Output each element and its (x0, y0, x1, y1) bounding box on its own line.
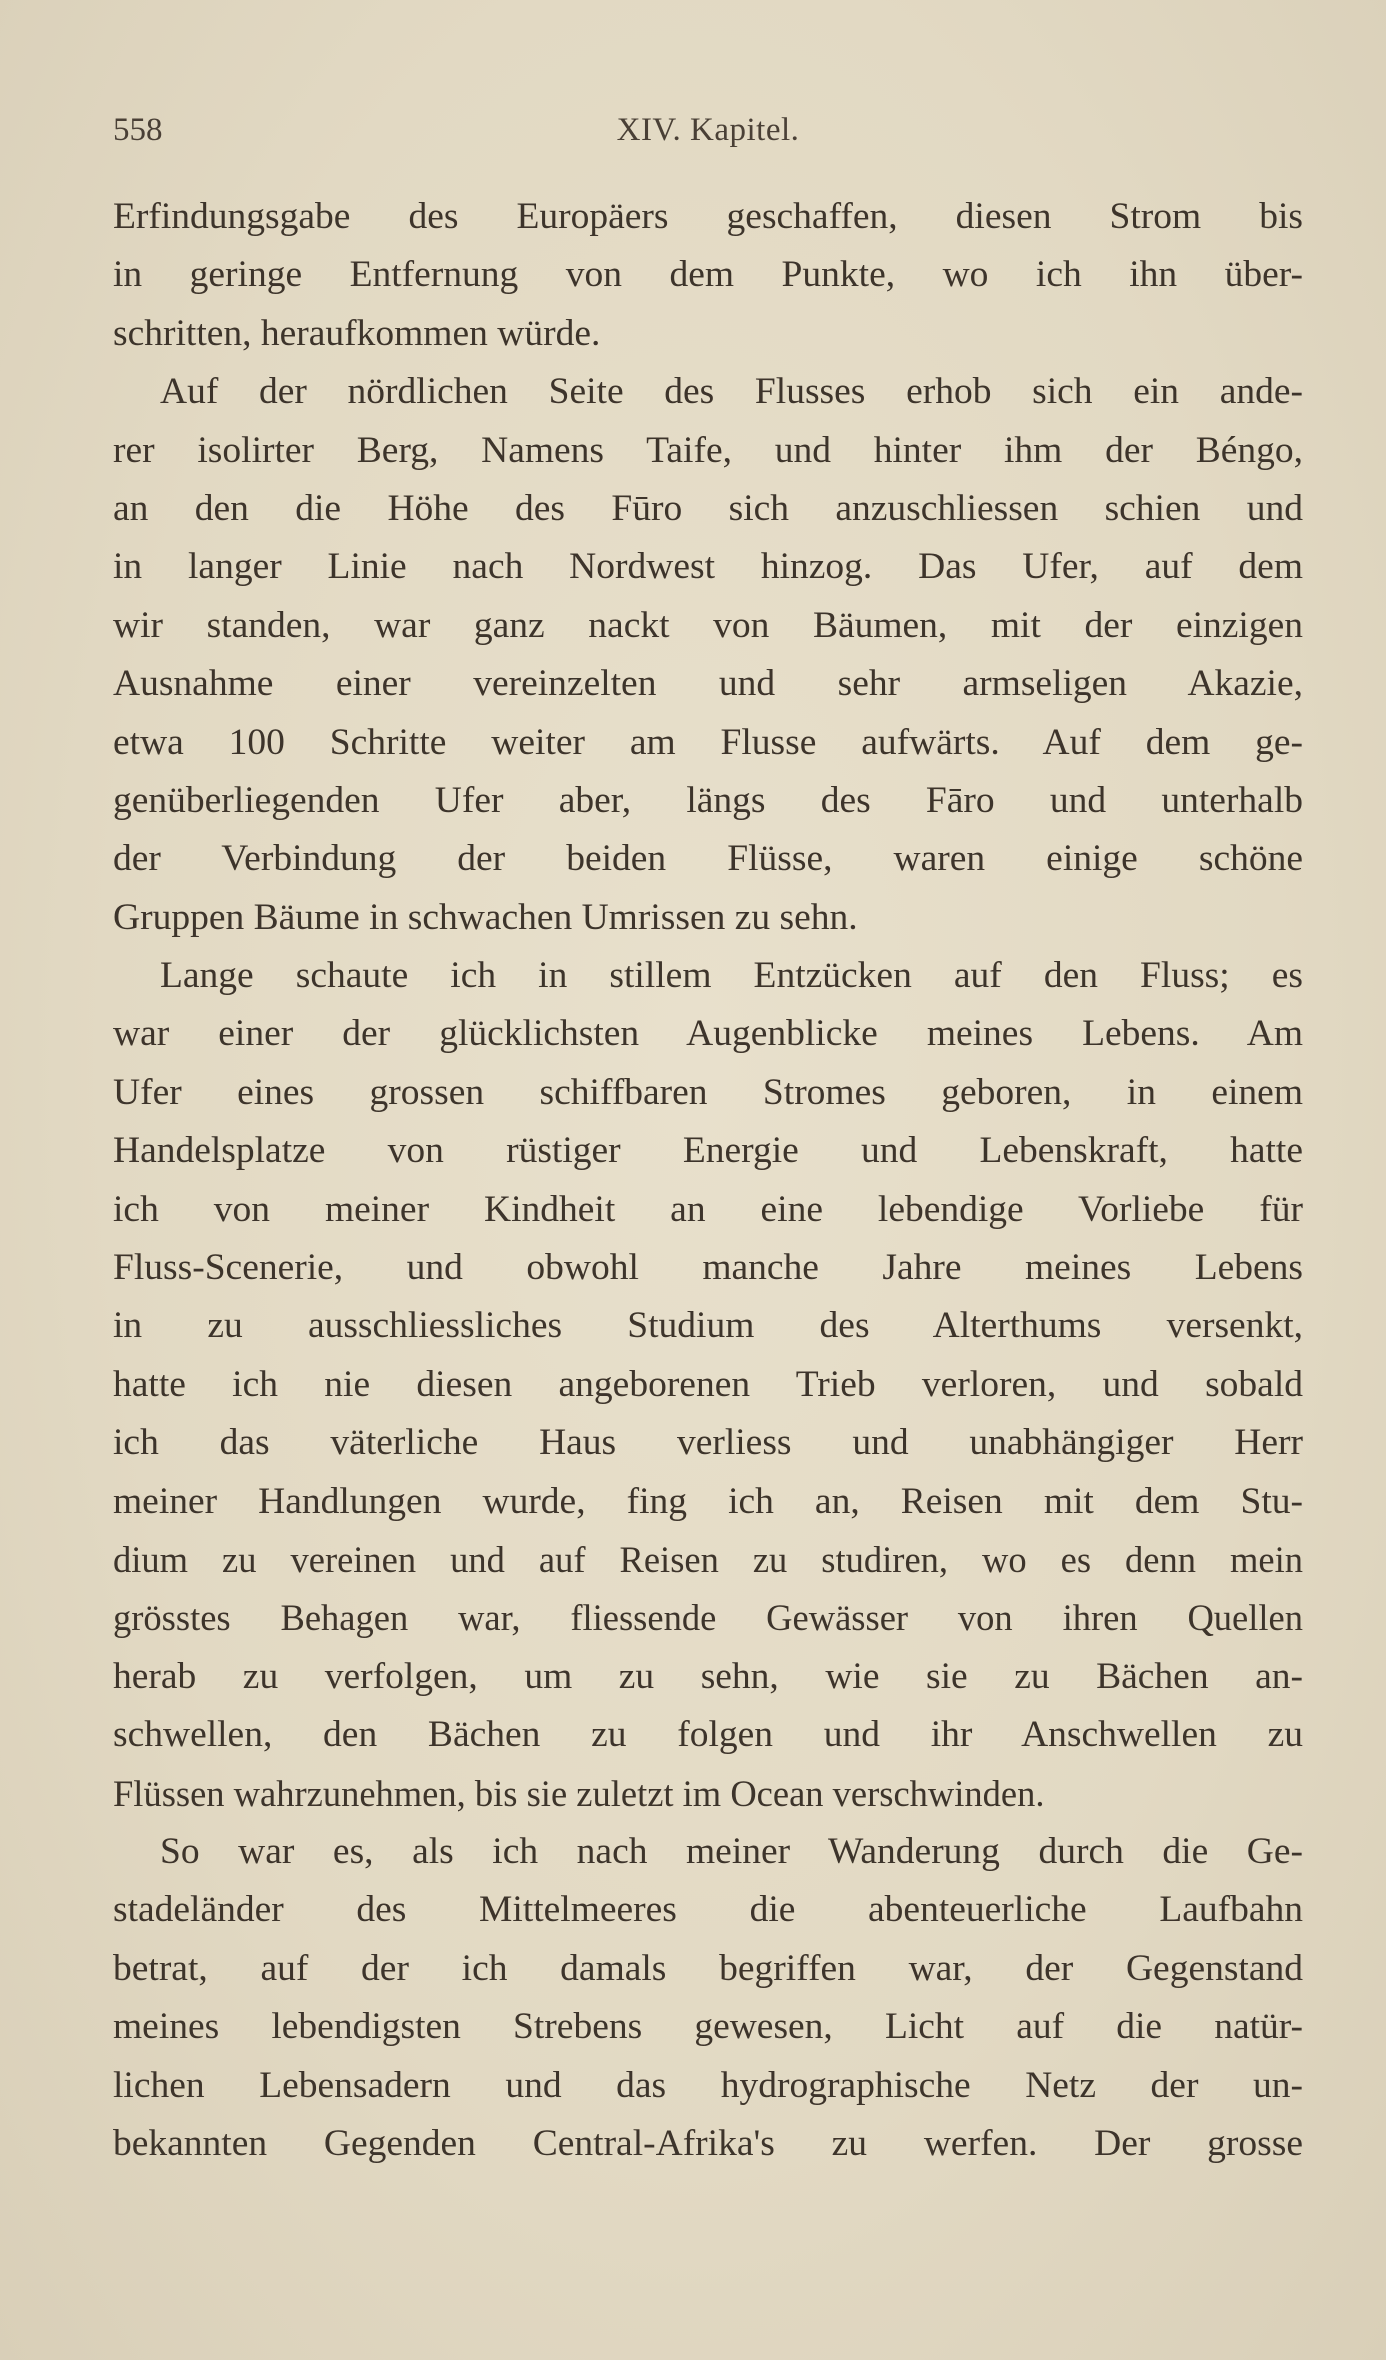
text-line: ich von meiner Kindheit an eine lebendige Vorliebe für (113, 1188, 1303, 1230)
text-line: in zu ausschliessliches Studium des Alterthums versenkt, (113, 1305, 1303, 1347)
text-line: Ufer eines grossen schiffbaren Stromes geboren, in einem (113, 1071, 1303, 1113)
text-line: an den die Höhe des Fūro sich anzuschliessen schien und (113, 487, 1303, 529)
text-line: schwellen, den Bächen zu folgen und ihr Anschwellen zu (113, 1714, 1303, 1756)
text-line: genüberliegenden Ufer aber, längs des Fāro und unterhalb (113, 779, 1303, 821)
text-line: Fluss-Scenerie, und obwohl manche Jahre meines Lebens (113, 1247, 1303, 1289)
text-line: So war es, als ich nach meiner Wanderung durch die Ge- (160, 1830, 1303, 1872)
text-line: dium zu vereinen und auf Reisen zu studiren, wo es denn mein (113, 1538, 1303, 1580)
text-line: wir standen, war ganz nackt von Bäumen, mit der einzigen (113, 604, 1303, 646)
text-line: Erfindungsgabe des Europäers geschaffen, diesen Strom bis (113, 196, 1303, 237)
text-line: meiner Handlungen wurde, fing ich an, Reisen mit dem Stu- (113, 1480, 1303, 1522)
text-line: Handelsplatze von rüstiger Energie und Lebenskraft, hatte (113, 1130, 1303, 1172)
text-line: rer isolirter Berg, Namens Taife, und hinter ihm der Béngo, (113, 429, 1303, 471)
text-line: bekannten Gegenden Central-Afrika's zu werfen. Der grosse (113, 2122, 1303, 2164)
text-line: meines lebendigsten Strebens gewesen, Licht auf die natür- (113, 2006, 1303, 2048)
text-line: betrat, auf der ich damals begriffen war, der Gegenstand (113, 1947, 1303, 1989)
text-line: Ausnahme einer vereinzelten und sehr armseligen Akazie, (113, 663, 1303, 705)
text-line: in geringe Entfernung von dem Punkte, wo ich ihn über- (113, 254, 1303, 296)
text-line: Lange schaute ich in stillem Entzücken auf den Fluss; es (160, 955, 1303, 997)
text-line: war einer der glücklichsten Augenblicke meines Lebens. Am (113, 1013, 1303, 1055)
body-text (113, 188, 1303, 2173)
text-line: herab zu verfolgen, um zu sehn, wie sie zu Bächen an- (113, 1655, 1303, 1697)
page-number: 558 (113, 112, 163, 148)
text-line: Flüssen wahrzunehmen, bis sie zuletzt im Ocean verschwinden. (113, 1772, 1045, 1814)
chapter-heading: XIV. Kapitel. (616, 112, 800, 148)
text-line: ich das väterliche Haus verliess und unabhängiger Herr (113, 1422, 1303, 1464)
text-line: stadeländer des Mittelmeeres die abenteuerliche Laufbahn (113, 1889, 1303, 1931)
text-line: schritten, heraufkommen würde. (113, 312, 601, 354)
text-line: Gruppen Bäume in schwachen Umrissen zu sehn. (113, 896, 858, 938)
text-line: der Verbindung der beiden Flüsse, waren einige schöne (113, 838, 1303, 880)
text-line: grösstes Behagen war, fliessende Gewässer von ihren Quellen (113, 1597, 1303, 1639)
text-line: hatte ich nie diesen angeborenen Trieb verloren, und sobald (113, 1363, 1303, 1405)
text-line: etwa 100 Schritte weiter am Flusse aufwärts. Auf dem ge- (113, 721, 1303, 763)
running-head (113, 105, 1303, 155)
text-line: lichen Lebensadern und das hydrographische Netz der un- (113, 2064, 1303, 2106)
text-line: Auf der nördlichen Seite des Flusses erhob sich ein ande- (160, 371, 1303, 413)
text-line: in langer Linie nach Nordwest hinzog. Das Ufer, auf dem (113, 546, 1303, 588)
